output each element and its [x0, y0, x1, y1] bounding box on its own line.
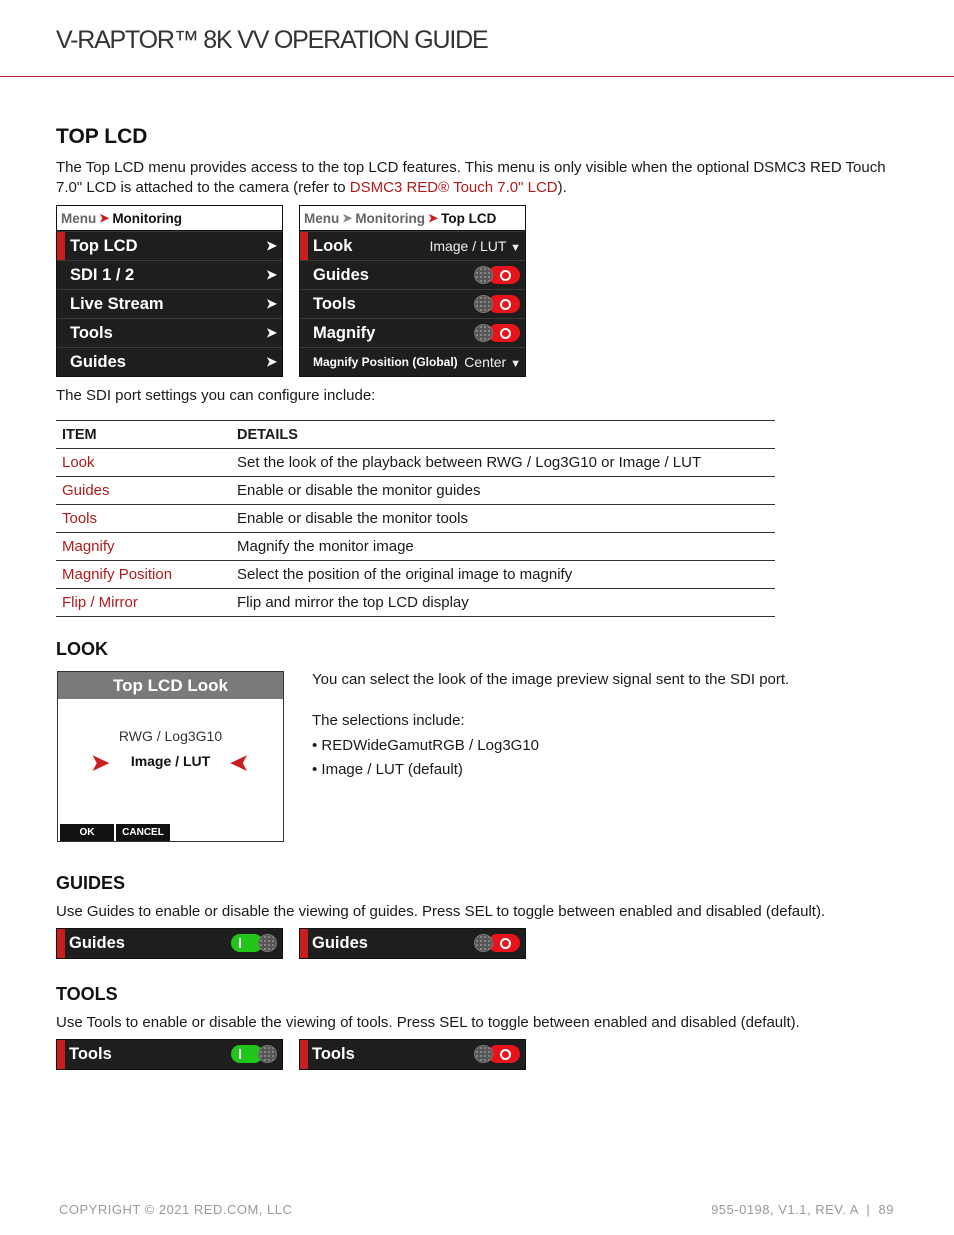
table-row — [56, 477, 775, 505]
guides-description: Use Guides to enable or disable the viewing of guides. Press SEL to toggle between enabled and disabled (default). — [56, 903, 826, 920]
table-item-link[interactable]: Tools — [56, 505, 231, 533]
table-item-link[interactable]: Flip / Mirror — [56, 589, 231, 617]
toggle-knob — [474, 1045, 493, 1063]
dsmc3-touch-link[interactable]: DSMC3 RED® Touch 7.0" LCD — [349, 179, 558, 196]
sdi-intro: The SDI port settings you can configure include: — [56, 387, 376, 404]
tools-description: Use Tools to enable or disable the viewing of tools. Press SEL to toggle between enabled and disabled (default). — [56, 1014, 800, 1031]
menu-item-look[interactable] — [300, 231, 525, 260]
magnify-toggle[interactable] — [474, 324, 520, 342]
guides-toggle-off[interactable] — [474, 934, 520, 952]
menu-item-label: SDI 1 / 2 — [70, 265, 135, 284]
table-item-link[interactable]: Magnify Position — [56, 561, 231, 589]
chevron-right-icon: ➤ — [266, 267, 277, 282]
menu-item-sdi[interactable] — [57, 260, 282, 289]
magnify-position-dropdown[interactable] — [464, 354, 521, 370]
tools-toggle[interactable] — [474, 295, 520, 313]
footer-copyright: COPYRIGHT © 2021 RED.COM, LLC — [59, 1202, 293, 1217]
row-label: Guides — [312, 934, 368, 952]
arrow-left-icon[interactable]: ➤ — [230, 750, 249, 775]
guides-enabled-row[interactable] — [56, 928, 283, 959]
menu-item-label: Guides — [313, 265, 369, 284]
table-row — [56, 561, 775, 589]
toggle-knob — [474, 266, 493, 284]
look-dropdown[interactable] — [429, 238, 521, 254]
guides-disabled-row[interactable] — [299, 928, 526, 959]
table-details: Select the position of the original image to magnify — [231, 561, 775, 589]
menu-item-label: Tools — [70, 323, 113, 342]
table-row — [56, 533, 775, 561]
tools-enabled-row[interactable] — [56, 1039, 283, 1070]
chevron-right-icon: ➤ — [266, 354, 277, 369]
table-row — [56, 589, 775, 617]
table-header-row — [56, 421, 775, 449]
tools-toggle-on[interactable] — [231, 1045, 277, 1063]
look-value: Image / LUT — [429, 238, 507, 254]
intro-end: ). — [557, 179, 567, 196]
table-item-link[interactable]: Look — [56, 449, 231, 477]
dialog-title: Top LCD Look — [58, 672, 283, 699]
footer-doc-info: 955-0198, V1.1, REV. A | 89 — [711, 1202, 894, 1217]
breadcrumb-arrow-icon: ➤ — [428, 211, 439, 225]
column-header-details: DETAILS — [231, 421, 775, 449]
breadcrumb-menu[interactable]: Menu — [304, 210, 340, 226]
table-item-link[interactable]: Guides — [56, 477, 231, 505]
look-option-image-lut[interactable]: Image / LUT — [130, 753, 211, 769]
breadcrumb-arrow-icon: ➤ — [99, 211, 110, 225]
page-header-title: V-RAPTOR™ 8K VV OPERATION GUIDE — [56, 26, 488, 54]
section-heading-tools: TOOLS — [56, 984, 118, 1004]
section-heading-top-lcd: TOP LCD — [56, 125, 148, 148]
row-label: Tools — [69, 1045, 112, 1063]
table-details: Set the look of the playback between RWG / Log3G10 or Image / LUT — [231, 449, 775, 477]
menu-item-label: Tools — [313, 294, 356, 313]
menu-item-live-stream[interactable] — [57, 289, 282, 318]
chevron-right-icon: ➤ — [266, 296, 277, 311]
toggle-knob — [258, 934, 277, 952]
table-row — [56, 449, 775, 477]
intro-text: The Top LCD menu provides access to the top LCD features. This menu is only visible when the optional DSMC3 RED Touch 7.0" LCD is attached to the camera (refer to — [56, 159, 886, 196]
table-details: Flip and mirror the top LCD display — [231, 589, 775, 617]
menu-item-top-lcd[interactable] — [57, 231, 282, 260]
top-lcd-intro — [56, 158, 896, 198]
menu-item-label: Magnify Position (Global) — [313, 355, 458, 369]
menu-item-tools[interactable] — [300, 289, 525, 318]
toggle-knob — [474, 934, 493, 952]
settings-table — [56, 420, 775, 617]
table-details: Enable or disable the monitor guides — [231, 477, 775, 505]
look-bullet-rwg: • REDWideGamutRGB / Log3G10 — [312, 737, 540, 754]
monitoring-menu — [56, 205, 283, 377]
menu-item-label: Top LCD — [70, 236, 138, 255]
section-heading-guides: GUIDES — [56, 873, 126, 893]
row-label: Guides — [69, 934, 125, 952]
menu-item-guides[interactable] — [57, 347, 282, 376]
toggle-knob — [258, 1045, 277, 1063]
breadcrumb — [57, 206, 282, 231]
breadcrumb-current: Monitoring — [112, 210, 183, 226]
arrow-right-icon[interactable]: ➤ — [91, 750, 110, 775]
tools-toggle-off[interactable] — [474, 1045, 520, 1063]
look-option-rwg[interactable]: RWG / Log3G10 — [118, 728, 223, 744]
chevron-down-icon: ▼ — [510, 242, 521, 254]
top-lcd-menu — [299, 205, 526, 377]
chevron-right-icon: ➤ — [266, 325, 277, 340]
table-row — [56, 505, 775, 533]
breadcrumb-monitoring[interactable]: Monitoring — [355, 210, 426, 226]
menu-item-tools[interactable] — [57, 318, 282, 347]
chevron-right-icon: ➤ — [266, 238, 277, 253]
guides-toggle-on[interactable] — [231, 934, 277, 952]
look-selections-label: The selections include: — [312, 712, 465, 729]
ok-button[interactable]: OK — [60, 824, 114, 841]
menu-item-magnify-position[interactable] — [300, 347, 525, 376]
header-divider — [0, 76, 954, 77]
menu-item-guides[interactable] — [300, 260, 525, 289]
guides-toggle[interactable] — [474, 266, 520, 284]
look-dialog — [57, 671, 284, 842]
breadcrumb-arrow-icon: ➤ — [342, 211, 353, 225]
look-description: You can select the look of the image preview signal sent to the SDI port. — [312, 671, 790, 688]
chevron-down-icon: ▼ — [510, 358, 521, 370]
menu-item-label: Magnify — [313, 323, 376, 342]
row-label: Tools — [312, 1045, 355, 1063]
menu-item-label: Look — [313, 236, 353, 255]
breadcrumb-menu[interactable]: Menu — [61, 210, 97, 226]
menu-item-label: Guides — [70, 352, 126, 371]
table-details: Enable or disable the monitor tools — [231, 505, 775, 533]
cancel-button[interactable]: CANCEL — [116, 824, 170, 841]
menu-item-label: Live Stream — [70, 294, 164, 313]
table-details: Magnify the monitor image — [231, 533, 775, 561]
toggle-knob — [474, 295, 493, 313]
toggle-knob — [474, 324, 493, 342]
menu-item-magnify[interactable] — [300, 318, 525, 347]
section-heading-look: LOOK — [56, 639, 108, 659]
magnify-position-value: Center — [464, 354, 507, 370]
breadcrumb-current: Top LCD — [441, 210, 497, 226]
look-bullet-image-lut: • Image / LUT (default) — [312, 761, 463, 778]
table-item-link[interactable]: Magnify — [56, 533, 231, 561]
breadcrumb — [300, 206, 525, 231]
tools-disabled-row[interactable] — [299, 1039, 526, 1070]
column-header-item: ITEM — [56, 421, 231, 449]
